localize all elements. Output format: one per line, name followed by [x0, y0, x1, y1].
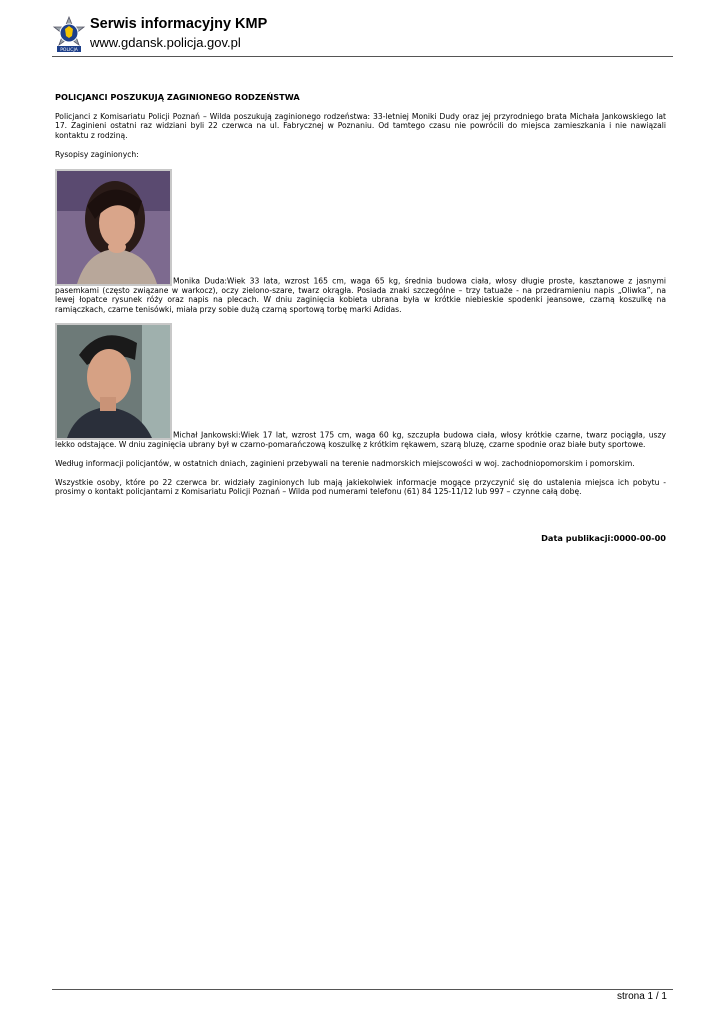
page-number: strona 1 / 1: [616, 991, 667, 1002]
article-title: POLICJANCI POSZUKUJĄ ZAGINIONEGO RODZEŃSTWA: [55, 92, 300, 102]
header-divider: [52, 56, 673, 57]
photo-monika: [55, 169, 172, 286]
descriptions-label: Rysopisy zaginionych:: [55, 149, 139, 159]
page-header: [52, 14, 673, 54]
man-portrait-image: [57, 325, 170, 438]
logo-text: POLICJA: [60, 48, 78, 53]
site-url[interactable]: www.gdansk.policja.gov.pl: [90, 35, 241, 50]
person-michal: [55, 323, 666, 450]
footer-divider: [52, 989, 673, 990]
police-star-logo-icon: [52, 16, 86, 54]
person-monika: [55, 169, 666, 315]
paragraph-contact: Wszystkie osoby, które po 22 czerwca br. widziały zaginionych lub mają jakiekolwiek informacje mogące przyczynić się do ustalenia miejsca ich pobytu - prosimy o kontakt policjantami z Komisariatu Policji Poznań – Wilda pod numerami telefonu (61) 84 125-11/12 lub 997 – czynne całą dobę.: [55, 477, 666, 496]
photo-michal: [55, 323, 172, 440]
person-michal-text: Michał Jankowski:Wiek 17 lat, wzrost 175 cm, waga 60 kg, szczupła budowa ciała, włosy krótkie czarne, twarz pociągła, uszy lekko odstające. W dniu zaginięcia ubrany był w czarno-pomarańczową koszulkę z krótkim rękawem, szarą bluzę, czarne spodnie oraz białe buty sportowe.: [55, 430, 666, 449]
article-content: [55, 93, 666, 506]
site-title: Serwis informacyjny KMP: [90, 16, 268, 32]
woman-portrait-image: [57, 171, 170, 284]
article-intro: Policjanci z Komisariatu Policji Poznań – Wilda poszukują zaginionego rodzeństwa: 33-letniej Moniki Dudy oraz jej przyrodniego brata Michała Jankowskiego lat 17. Zaginieni ostatni raz widziani byli 22 czerwca na ul. Fabrycznej w Poznaniu. Od tamtego czasu nie powrócili do miejsca zamieszkania i nie nawiązali kontaktu z rodziną.: [55, 111, 666, 140]
publication-date: Data publikacji:0000-00-00: [541, 533, 666, 543]
paragraph-location: Według informacji policjantów, w ostatnich dniach, zaginieni przebywali na terenie nadmorskich miejscowości w woj. zachodniopomorskim i pomorskim.: [55, 458, 635, 468]
person-monika-text: Monika Duda:Wiek 33 lata, wzrost 165 cm, waga 65 kg, średnia budowa ciała, włosy długie proste, kasztanowe z jasnymi pasemkami (często związane w warkocz), oczy zielono-szare, twarz okrągła. Posiada znaki szczególne – trzy tatuaże - na przedramieniu napis „Oliwka”, na lewej łopatce rysunek róży oraz napis na plecach. W dniu zaginięcia kobieta ubrana była w krótkie niebieskie spodenki jeansowe, czarną koszulkę na ramiączkach, czarne tenisówki, miała przy sobie dużą czarną sportową torbę marki Adidas.: [55, 276, 666, 314]
